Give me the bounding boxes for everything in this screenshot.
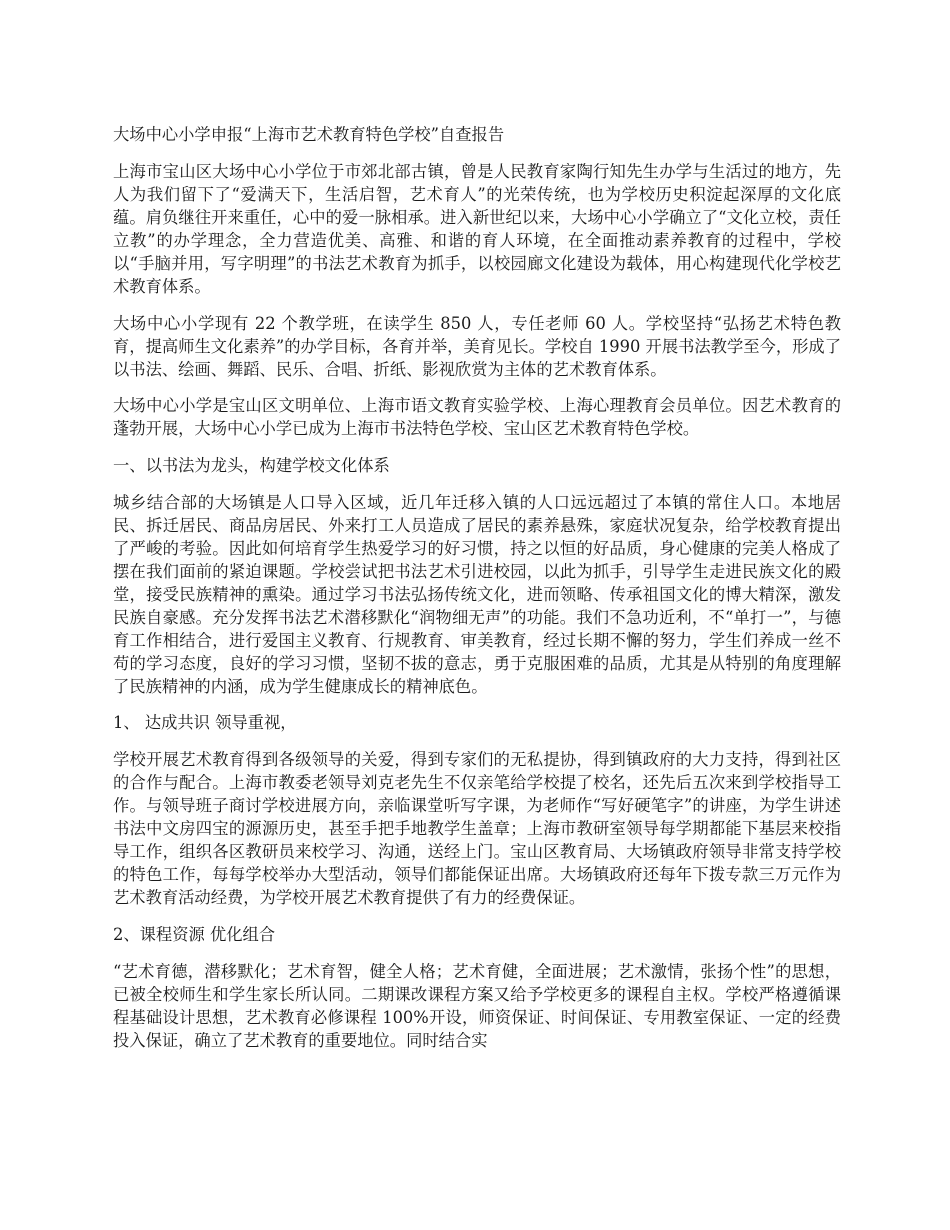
section-heading-1: 一、以书法为龙头，构建学校文化体系	[113, 455, 390, 475]
section-1-paragraph: 城乡结合部的大场镇是人口导入区域，近几年迁移入镇的人口远远超过了本镇的常住人口。本地居民、拆迁居民、商品房居民、外来打工人员造成了居民的素养悬殊，家庭状况复杂，给学校教育提出了严峻的考验。因此如何培育学生热爱学习的好习惯，持之以恒的好品质，身心健康的完美人格成了摆在我们面前的紧迫课题。学校尝试把书法艺术引进校园，以此为抓手，引导学生走进民族文化的殿堂，接受民族精神的熏染。通过学习书法弘扬传统文化，进而领略、传承祖国文化的博大精深，激发民族自豪感。充分发挥书法艺术潜移默化“润物细无声”的功能。我们不急功近利，不“单打一”，与德育工作相结合，进行爱国主义教育、行规教育、审美教育，经过长期不懈的努力，学生们养成一丝不苟的学习态度，良好的学习习惯，坚韧不拔的意志，勇于克服困难的品质，尤其是从特别的角度理解了民族精神的内涵，成为学生健康成长的精神底色。	[113, 492, 841, 696]
intro-paragraph-3: 大场中心小学是宝山区文明单位、上海市语文教育实验学校、上海心理教育会员单位。因艺术教育的蓬勃开展，大场中心小学已成为上海市书法特色学校、宝山区艺术教育特色学校。	[113, 396, 841, 438]
intro-paragraph-2: 大场中心小学现有 22 个教学班，在读学生 850 人，专任老师 60 人。学校坚持“弘扬艺术特色教育，提高师生文化素养”的办学目标，各育并举，美育见长。学校自 1990 开展书法教学至今，形成了以书法、绘画、舞蹈、民乐、合唱、折纸、影视欣赏为主体的艺术教育体系。	[113, 313, 841, 379]
subsection-2-paragraph: “艺术育德，潜移默化；艺术育智，健全人格；艺术育健，全面进展；艺术激情，张扬个性”的思想，已被全校师生和学生家长所认同。二期课改课程方案又给予学校更多的课程自主权。学校严格遵循课程基础设计思想，艺术教育必修课程 100%开设，师资保证、时间保证、专用教室保证、一定的经费投入保证，确立了艺术教育的重要地位。同时结合实	[113, 961, 841, 1050]
document-page	[113, 123, 841, 1065]
intro-paragraph-1: 上海市宝山区大场中心小学位于市郊北部古镇，曾是人民教育家陶行知先生办学与生活过的地方，先人为我们留下了“爱满天下，生活启智，艺术育人”的光荣传统，也为学校历史积淀起深厚的文化底蕴。肩负继往开来重任，心中的爱一脉相承。进入新世纪以来，大场中心小学确立了“文化立校，责任立教”的办学理念，全力营造优美、高雅、和谐的育人环境，在全面推动素养教育的过程中，学校以“手脑并用，写字明理”的书法艺术教育为抓手，以校园廊文化建设为载体，用心构建现代化学校艺术教育体系。	[113, 162, 841, 296]
subsection-heading-1: 1、 达成共识 领导重视，	[113, 713, 297, 732]
document-title: 大场中心小学申报“上海市艺术教育特色学校”自查报告	[113, 125, 505, 144]
subsection-1-paragraph: 学校开展艺术教育得到各级领导的关爱，得到专家们的无私提协，得到镇政府的大力支持，得到社区的合作与配合。上海市教委老领导刘克老先生不仅亲笔给学校提了校名，还先后五次来到学校指导工作。与领导班子商讨学校进展方向，亲临课堂听写字课，为老师作“写好硬笔字”的讲座，为学生讲述书法中文房四宝的源源历史，甚至手把手地教学生盖章；上海市教研室领导每学期都能下基层来校指导工作，组织各区教研员来校学习、沟通，送经上门。宝山区教育局、大场镇政府领导非常支持学校的特色工作，每每学校举办大型活动，领导们都能保证出席。大场镇政府还每年下拨专款三万元作为艺术教育活动经费，为学校开展艺术教育提供了有力的经费保证。	[113, 750, 841, 907]
subsection-heading-2: 2、课程资源 优化组合	[113, 924, 276, 944]
